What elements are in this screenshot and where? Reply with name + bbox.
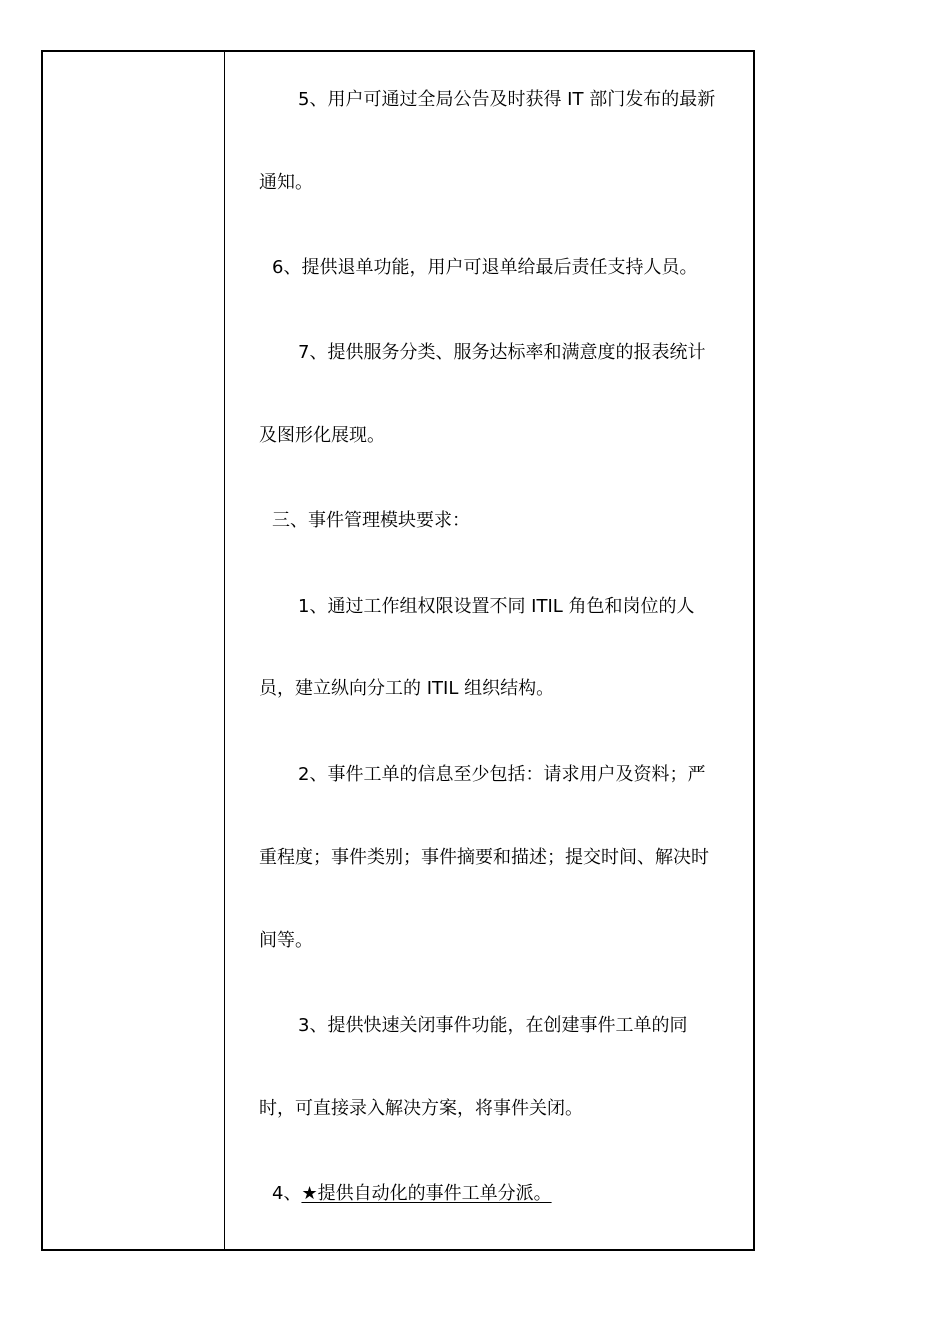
table-left-cell [43, 52, 225, 1249]
text-line-underlined [272, 1182, 552, 1206]
table-right-cell [225, 52, 753, 1249]
text-line: 重程度；事件类别；事件摘要和描述；提交时间、解决时 [259, 847, 709, 868]
document-table [41, 50, 755, 1251]
section-heading: 三、事件管理模块要求： [272, 510, 470, 531]
text-line: 时，可直接录入解决方案，将事件关闭。 [259, 1098, 583, 1119]
text-line: 间等。 [259, 930, 313, 951]
text-line: 6、提供退单功能，用户可退单给最后责任支持人员。 [272, 257, 698, 278]
text-line: 员，建立纵向分工的 ITIL 组织结构。 [259, 678, 555, 699]
text-line: 及图形化展现。 [259, 425, 385, 446]
underlined-requirement: ★提供自动化的事件工单分派。 [301, 1183, 552, 1204]
item-prefix: 4、 [272, 1183, 302, 1204]
text-line: 通知。 [259, 172, 313, 193]
text-line: 1、通过工作组权限设置不同 ITIL 角色和岗位的人 [298, 596, 695, 617]
text-line: 5、用户可通过全局公告及时获得 IT 部门发布的最新 [298, 89, 716, 110]
text-line: 3、提供快速关闭事件功能，在创建事件工单的同 [298, 1015, 688, 1036]
text-line: 7、提供服务分类、服务达标率和满意度的报表统计 [298, 342, 706, 363]
text-line: 2、事件工单的信息至少包括：请求用户及资料；严 [298, 764, 706, 785]
